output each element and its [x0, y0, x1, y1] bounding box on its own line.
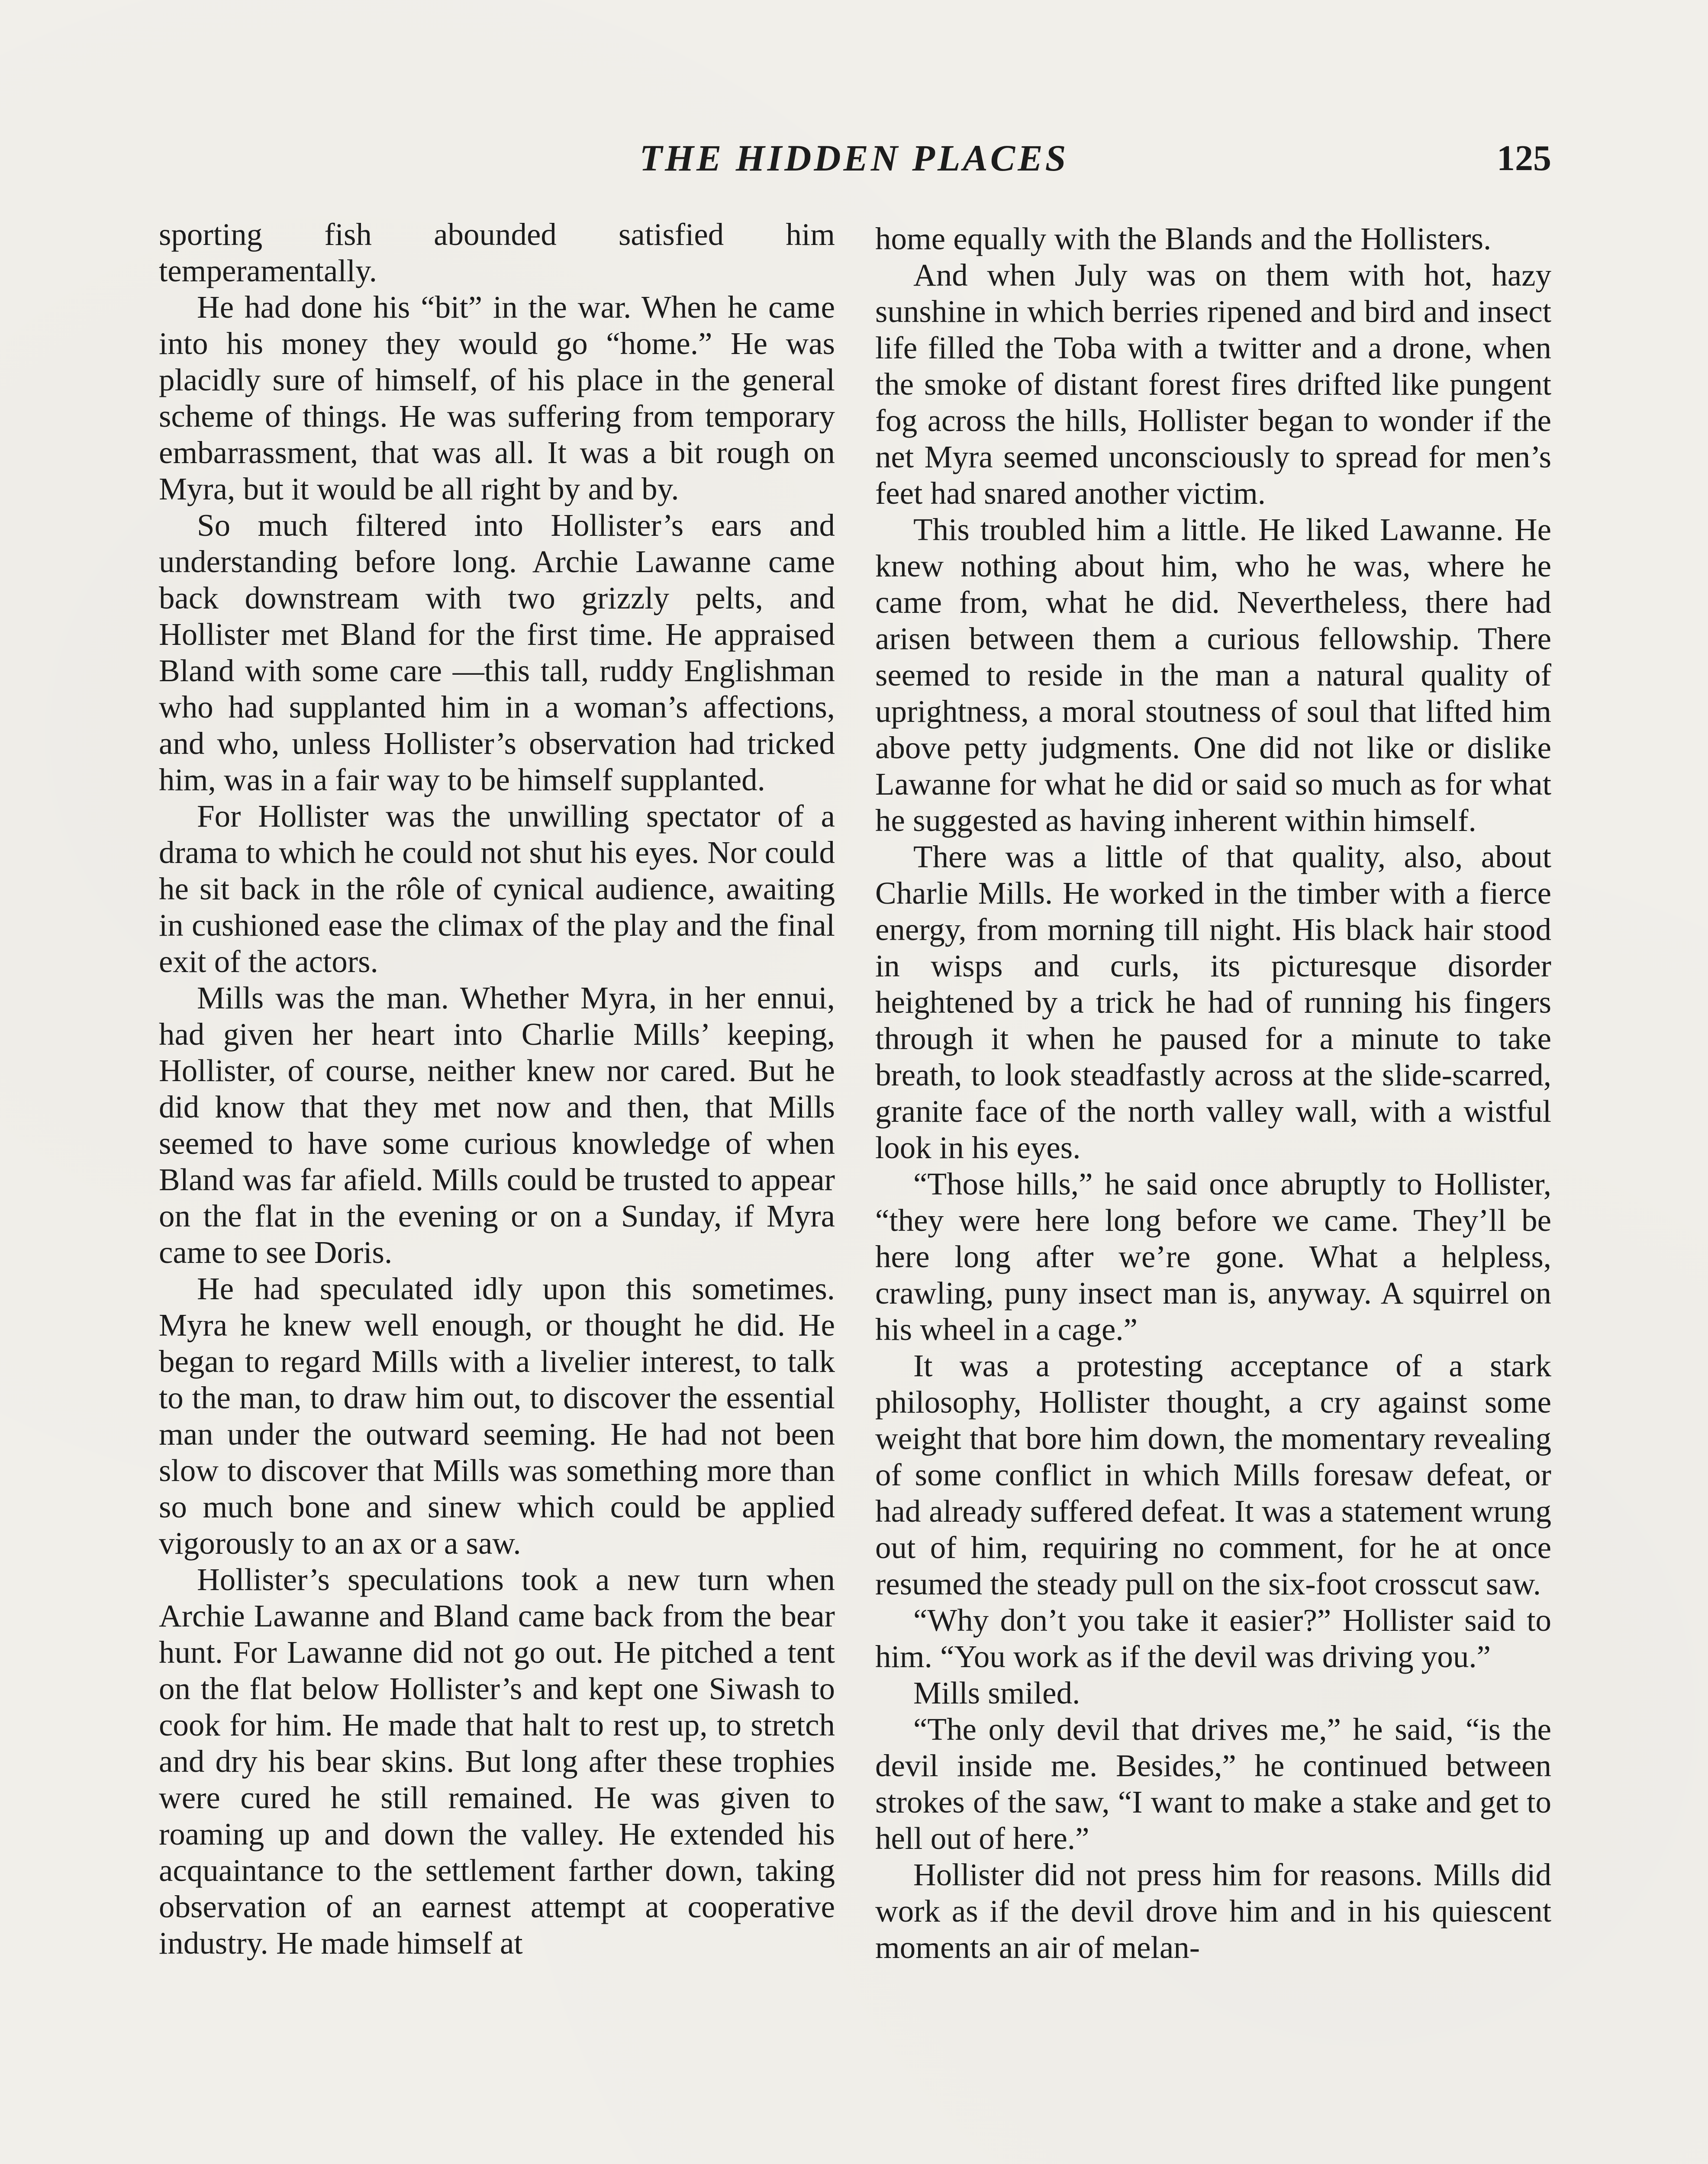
paragraph: It was a protesting acceptance of a stark philosophy, Hollister thought, a cry against some weight that bore him down, the momentary revealing of some conflict in which Mills foresaw defeat, or had already suffered defeat. It was a statement wrung out of him, requiring no comment, for he at once resumed the steady pull on the six-foot crosscut saw.: [875, 1348, 1551, 1601]
paragraph: Mills smiled.: [913, 1675, 1080, 1710]
paragraph: “The only devil that drives me,” he said, “is the devil inside me. Besides,” he continued between strokes of the saw, “I want to make a stake and get to hell out of here.”: [875, 1712, 1551, 1856]
right-column: [875, 221, 1551, 1966]
page-number: 125: [1497, 138, 1551, 178]
paragraph: home equally with the Blands and the Hollisters.: [875, 221, 1492, 256]
paragraph: Hollister did not press him for reasons. Mills did work as if the devil drove him and in his quiescent moments an air of melan-: [875, 1857, 1551, 1965]
paragraph: This troubled him a little. He liked Lawanne. He knew nothing about him, who he was, where he came from, what he did. Nevertheless, there had arisen between them a curious fellowship. There seemed to reside in the man a natural quality of uprightness, a moral stoutness of soul that lifted him above petty judgments. One did not like or dislike Lawanne for what he did or said so much as for what he suggested as having inherent within himself.: [875, 512, 1551, 838]
paragraph: He had speculated idly upon this sometimes. Myra he knew well enough, or thought he did. He began to regard Mills with a livelier interest, to talk to the man, to draw him out, to discover the essential man under the outward seeming. He had not been slow to discover that Mills was something more than so much bone and sinew which could be applied vigorously to an ax or a saw.: [159, 1271, 835, 1561]
paragraph: “Why don’t you take it easier?” Hollister said to him. “You work as if the devil was driving you.”: [875, 1603, 1551, 1674]
paragraph: He had done his “bit” in the war. When he came into his money they would go “home.” He was placidly sure of himself, of his place in the general scheme of things. He was suffering from temporary embarrassment, that was all. It was a bit rough on Myra, but it would be all right by and by.: [159, 290, 835, 506]
paragraph: So much filtered into Hollister’s ears and understanding before long. Archie Lawanne came back downstream with two grizzly pelts, and Hollister met Bland for the first time. He appraised Bland with some care —this tall, ruddy Englishman who had supplanted him in a woman’s affections, and who, unless Hollister’s observation had tricked him, was in a fair way to be himself supplanted.: [159, 508, 835, 797]
paragraph: Hollister’s speculations took a new turn when Archie Lawanne and Bland came back from the bear hunt. For Lawanne did not go out. He pitched a tent on the flat below Hollister’s and kept one Siwash to cook for him. He made that halt to rest up, to stretch and dry his bear skins. But long after these trophies were cured he still remained. He was given to roaming up and down the valley. He extended his acquaintance to the settlement farther down, taking observation of an earnest attempt at cooperative industry. He made himself at: [159, 1562, 835, 1961]
left-column: [159, 216, 835, 1961]
paragraph: For Hollister was the unwilling spectator of a drama to which he could not shut his eyes. Nor could he sit back in the rôle of cynical audience, awaiting in cushioned ease the climax of the play and the final exit of the actors.: [159, 799, 835, 979]
paragraph: There was a little of that quality, also, about Charlie Mills. He worked in the timber with a fierce energy, from morning till night. His black hair stood in wisps and curls, its picturesque disorder heightened by a trick he had of running his fingers through it when he paused for a minute to take breath, to look steadfastly across at the slide-scarred, granite face of the north valley wall, with a wistful look in his eyes.: [875, 839, 1551, 1165]
paragraph: Mills was the man. Whether Myra, in her ennui, had given her heart into Charlie Mills’ keeping, Hollister, of course, neither knew nor cared. But he did know that they met now and then, that Mills seemed to have some curious knowledge of when Bland was far afield. Mills could be trusted to appear on the flat in the evening or on a Sunday, if Myra came to see Doris.: [159, 980, 835, 1270]
paragraph: And when July was on them with hot, hazy sunshine in which berries ripened and bird and insect life filled the Toba with a twitter and a drone, when the smoke of distant forest fires drifted like pungent fog across the hills, Hollister began to wonder if the net Myra seemed unconsciously to spread for men’s feet had snared another victim.: [875, 258, 1551, 511]
running-title: THE HIDDEN PLACES: [639, 137, 1069, 179]
paragraph: sporting fish abounded satisfied him temperamentally.: [159, 217, 835, 288]
paragraph: “Those hills,” he said once abruptly to Hollister, “they were here long before we came. They’ll be here long after we’re gone. What a helpless, crawling, puny insect man is, anyway. A squirrel on his wheel in a cage.”: [875, 1166, 1551, 1347]
